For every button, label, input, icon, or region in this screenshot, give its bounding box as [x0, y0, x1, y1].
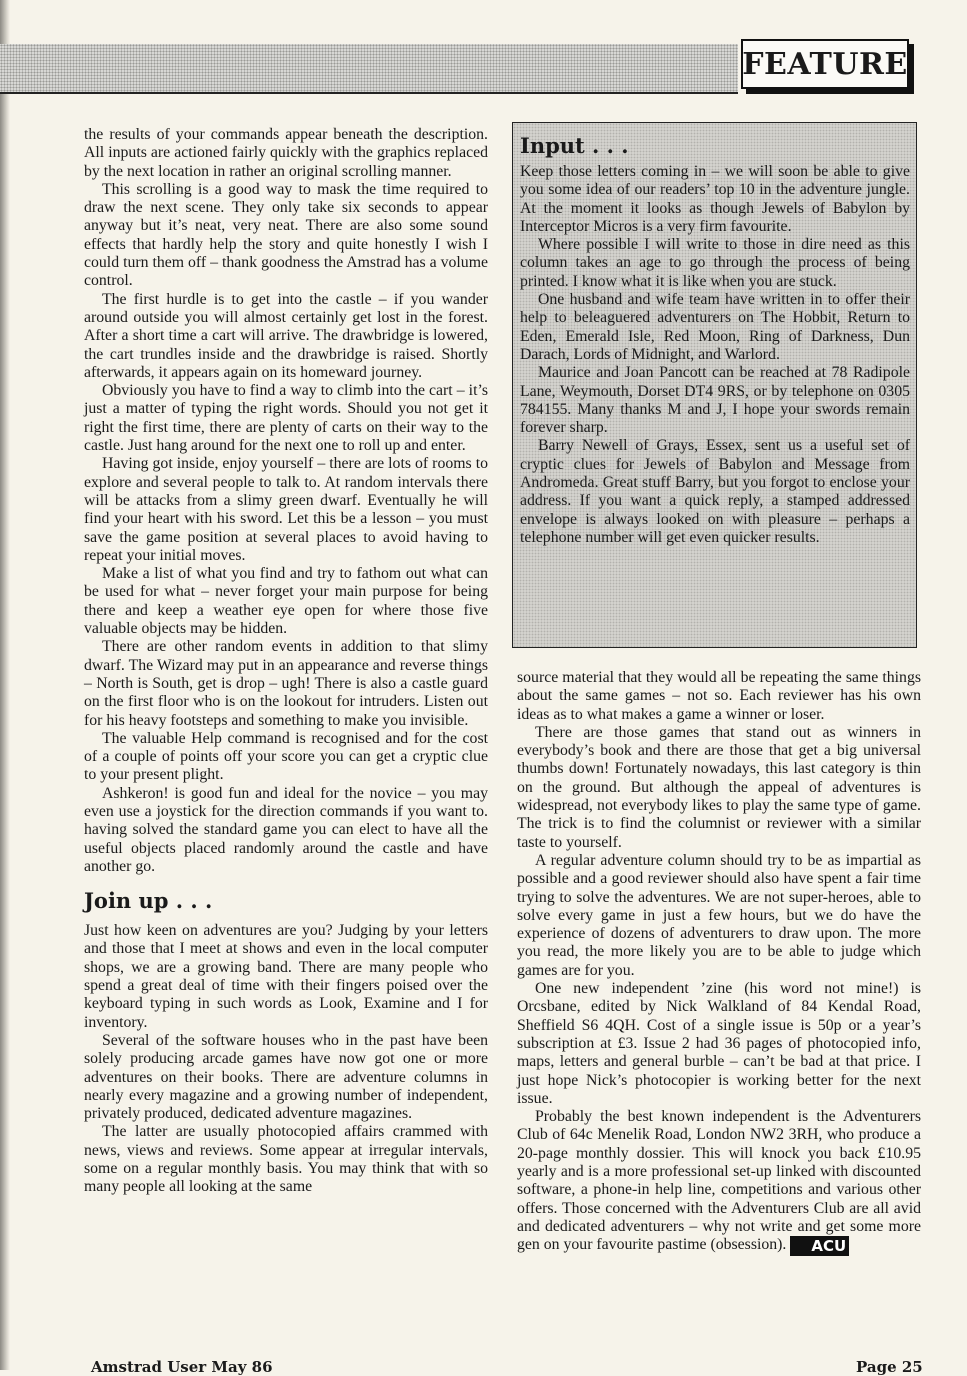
- join-up-heading: Join up . . .: [84, 888, 213, 914]
- paragraph: A regular adventure column should try to be as impartial as possible and a good reviewer should also have spent a fair time trying to solve the adventures. We are not super-heroes, able to solve every game in just a few hours, but we do have the experience of dozens of adventurers to draw upon. The more you read, the more likely you are to be able to judge which games are for you.: [517, 851, 921, 979]
- paragraph: The first hurdle is to get into the castle – if you wander around outside you will almost certainly get lost in the forest. After a short time a cart will arrive. The drawbridge is lowered, the cart trundles inside and the drawbridge is raised. Shortly afterwards, it appears again on its homeward journey.: [84, 290, 488, 381]
- paragraph: Just how keen on adventures are you? Judging by your letters and those that I meet at shows and even in the local computer shops, we are a growing band. There are many people who spend a great deal of time with their fingers poised over the keyboard typing in such words as Look, Examine and I for inventory.: [84, 922, 488, 1031]
- left-column-paragraphs: [84, 126, 488, 876]
- paragraph: There are other random events in addition to that slimy dwarf. The Wizard may put in an appearance and reverse things – North is South, get is drop – ugh! There is also a castle guard on the first floor who is on the lookout for intruders. Listen out for his heavy footsteps and something to make you invisible.: [84, 638, 488, 729]
- paragraph: Several of the software houses who in the past have been solely producing arcade games have now got one or more adventures on their books. There are adventure columns in nearly every magazine and a growing number of independent, privately produced, dedicated adventure magazines.: [84, 1031, 488, 1123]
- input-paragraphs: [520, 163, 910, 547]
- paragraph: This scrolling is a good way to mask the time required to draw the next scene. They only take six seconds to appear anyway but it’s neat, very neat. There are also some sound effects that hardly help the story and quite honestly I wish I could turn them off – thank goodness the Amstrad has a volume control.: [84, 180, 488, 290]
- paragraph: The latter are usually photocopied affairs crammed with news, views and reviews. Some appear at irregular intervals, some on a regular monthly basis. You may think that with so many people all looking at the same: [84, 1123, 488, 1196]
- paragraph: Probably the best known independent is the Adventurers Club of 64c Menelik Road, London NW2 3RH, who produce a 20-page monthly dossier. This will knock you back £10.95 yearly and is a more professional set-up linked with discounted software, a phone-in help line, competitions and various other offers. Those concerned with the Adventurers Club are all avid and dedicated adventurers – why not write and get some more gen on your favourite pastime (obsession). ACU: [517, 1108, 921, 1256]
- paragraph: One new independent ’zine (his word not mine!) is Orcsbane, edited by Nick Walkland of 84 Kendal Road, Sheffield S6 4QH. Cost of a single issue is 50p or a year’s subscription at £3. Issue 2 had 36 pages of photocopied info, maps, letters and general burble – can’t be bad at that price. I just hope Nick’s photocopier is working better for the next issue.: [517, 980, 921, 1107]
- footer-publication: Amstrad User May 86: [91, 1358, 273, 1376]
- paragraph: Barry Newell of Grays, Essex, sent us a useful set of cryptic clues for Jewels of Babylon and Message from Andromeda. Great stuff Barry, but you forgot to enclose your address. If you want a quick reply, a stamped addressed envelope is always looked on with pleasure – perhaps a telephone number will get even quicker results.: [520, 437, 910, 546]
- paragraph: There are those games that stand out as winners in everybody’s book and there are those that get a big universal thumbs down! Fortunately nowadays, this last category is thin on the ground. But although the appeal of adventures is widespread, not everybody likes to play the same type of game. The trick is to find the columnist or reviewer with a similar taste to yourself.: [517, 723, 921, 851]
- paragraph: source material that they would all be repeating the same things about the same games – not so. Each reviewer has his own ideas as to what makes a game a winner or loser.: [517, 669, 921, 723]
- header-rule: [0, 92, 738, 94]
- paragraph: Ashkeron! is good fun and ideal for the novice – you may even use a joystick for the direction commands if you want to. having solved the standard game you can elect to have all the useful objects placed randomly around the castle and have another go.: [84, 784, 488, 875]
- left-column: [84, 126, 488, 1197]
- join-up-paragraphs: [84, 922, 488, 1196]
- input-sidebar: [512, 122, 917, 648]
- page-gutter-shadow: [0, 0, 10, 1370]
- paragraph: Maurice and Joan Pancott can be reached at 78 Radipole Lane, Weymouth, Dorset DT4 9RS, or by telephone on 0305 784155. Many thanks M and J, I hope your swords remain forever sharp.: [520, 364, 910, 437]
- paragraph: One husband and wife team have written in to offer their help to beleaguered adventurers on The Hobbit, Return to Eden, Emerald Isle, Red Moon, Ring of Darkness, Dun Darach, Lords of Midnight, and Warlord.: [520, 291, 910, 363]
- paragraph: Having got inside, enjoy yourself – there are lots of rooms to explore and several people to talk to. At random intervals there will be attacks from a slimy green dwarf. Eventually he will find your heart with his sword. Let this be a lesson – you must save the game position at several places to avoid having to repeat your initial moves.: [84, 455, 488, 564]
- right-column: [517, 669, 921, 1256]
- paragraph: Obviously you have to find a way to climb into the cart – it’s just a matter of typing the right words. Should you not get it right the first time, there are plenty of carts on their way to the castle. Just hang around for the next one to roll up and enter.: [84, 382, 488, 455]
- header-band: [0, 44, 738, 92]
- section-label: FEATURE: [741, 39, 909, 89]
- input-heading: Input . . .: [520, 133, 629, 158]
- footer-page-number: Page 25: [856, 1358, 923, 1376]
- paragraph: The valuable Help command is recognised and for the cost of a couple of points off your score you can get a cryptic clue to your present plight.: [84, 729, 488, 784]
- paragraph: Where possible I will write to those in dire need as this column takes an age to go through the process of being printed. I know what it is like when you are stuck.: [520, 236, 910, 290]
- right-column-paragraphs: [517, 669, 921, 1256]
- paragraph: the results of your commands appear beneath the description. All inputs are actioned fairly quickly with the graphics replaced by the next location in rather an original scrolling manner.: [84, 126, 488, 180]
- paragraph: Make a list of what you find and try to fathom out what can be used for what – never forget your main purpose for being there and keep a weather eye open for where those five valuable objects may be hidden.: [84, 565, 488, 638]
- paragraph: Keep those letters coming in – we will soon be able to give you some idea of our readers’ top 10 in the adventure jungle. At the moment it looks as though Jewels of Babylon by Interceptor Micros is a very firm favourite.: [520, 163, 910, 235]
- end-mark-logo: ACU: [790, 1236, 849, 1256]
